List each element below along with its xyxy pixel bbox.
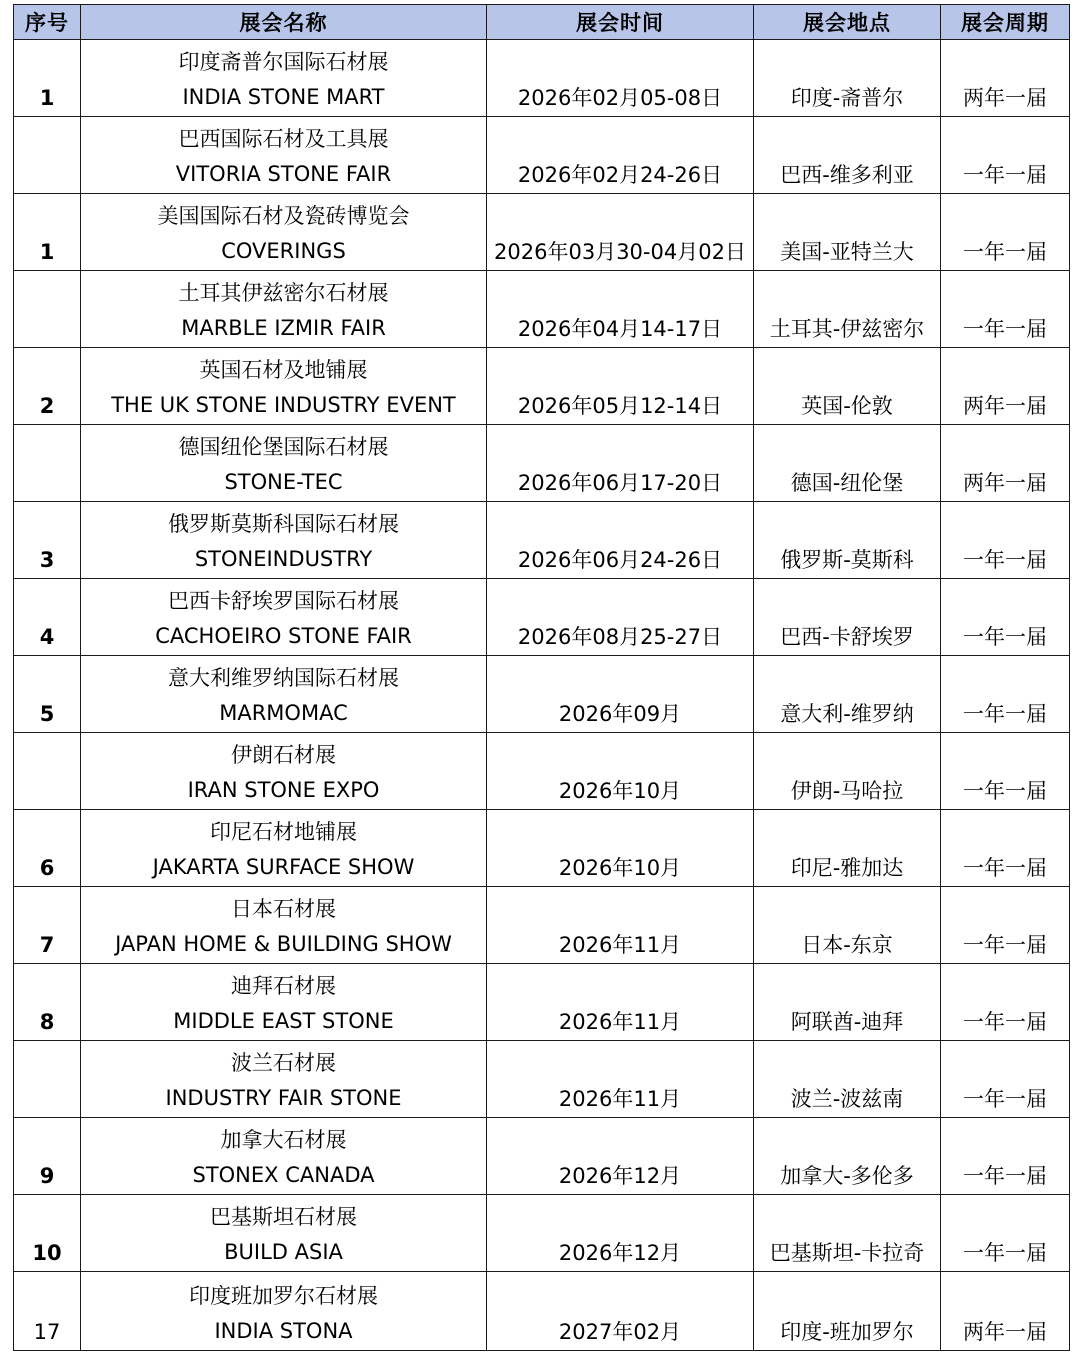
table-row bbox=[14, 348, 1070, 425]
fair-cycle-cell bbox=[941, 348, 1070, 425]
fair-place-cell bbox=[754, 40, 941, 117]
table-row bbox=[14, 964, 1070, 1041]
fair-name-english: STONEINDUSTRY bbox=[194, 547, 373, 571]
fair-place: 俄罗斯-莫斯科 bbox=[780, 548, 914, 572]
fair-date-cell bbox=[487, 579, 754, 656]
fair-name-chinese: 伊朗石材展 bbox=[231, 743, 336, 767]
fair-name-chinese: 印度斋普尔国际石材展 bbox=[178, 50, 389, 74]
fair-cycle-cell bbox=[941, 271, 1070, 348]
fair-name-chinese: 美国国际石材及瓷砖博览会 bbox=[157, 204, 410, 228]
fair-name-english: INDIA STONE MART bbox=[182, 85, 385, 109]
fair-date-cell bbox=[487, 656, 754, 733]
fair-place-cell bbox=[754, 579, 941, 656]
fair-date: 2026年06月24-26日 bbox=[517, 548, 723, 572]
fair-name-chinese: 意大利维罗纳国际石材展 bbox=[168, 666, 399, 690]
table-row bbox=[14, 194, 1070, 271]
fair-name-chinese: 德国纽伦堡国际石材展 bbox=[178, 435, 389, 459]
fair-place-cell bbox=[754, 1041, 941, 1118]
fair-place: 巴基斯坦-卡拉奇 bbox=[769, 1241, 925, 1265]
fair-name-cell bbox=[81, 579, 487, 656]
table-row bbox=[14, 733, 1070, 810]
fair-cycle-cell bbox=[941, 1195, 1070, 1272]
fair-place: 土耳其-伊兹密尔 bbox=[769, 317, 925, 341]
row-number-cell bbox=[14, 887, 81, 964]
fair-date-cell bbox=[487, 271, 754, 348]
row-number: 2 bbox=[39, 394, 55, 418]
fair-cycle-cell bbox=[941, 579, 1070, 656]
fair-place-cell bbox=[754, 964, 941, 1041]
fair-place-cell bbox=[754, 887, 941, 964]
fair-place: 印度-班加罗尔 bbox=[780, 1320, 914, 1344]
table-row bbox=[14, 1195, 1070, 1272]
fair-name-cell bbox=[81, 1195, 487, 1272]
fair-date-cell bbox=[487, 1118, 754, 1195]
fair-date: 2026年10月 bbox=[558, 856, 682, 880]
fair-date: 2026年12月 bbox=[558, 1241, 682, 1265]
row-number-cell bbox=[14, 1118, 81, 1195]
table-row bbox=[14, 810, 1070, 887]
fair-date-cell bbox=[487, 425, 754, 502]
row-number-cell bbox=[14, 425, 81, 502]
fair-place: 印尼-雅加达 bbox=[790, 856, 904, 880]
table-row bbox=[14, 656, 1070, 733]
fair-date: 2026年04月14-17日 bbox=[517, 317, 723, 341]
fair-place-cell bbox=[754, 810, 941, 887]
fair-date: 2026年05月12-14日 bbox=[517, 394, 723, 418]
fair-name-english: MARMOMAC bbox=[219, 701, 348, 725]
row-number-cell bbox=[14, 964, 81, 1041]
fair-name-english: CACHOEIRO STONE FAIR bbox=[155, 624, 412, 648]
fair-name-english: INDIA STONA bbox=[214, 1319, 353, 1343]
trade-fair-table bbox=[13, 4, 1070, 1351]
fair-date-cell bbox=[487, 117, 754, 194]
fair-place: 伊朗-马哈拉 bbox=[790, 779, 904, 803]
fair-name-chinese: 巴基斯坦石材展 bbox=[210, 1205, 357, 1229]
fair-cycle-cell bbox=[941, 656, 1070, 733]
fair-cycle-cell bbox=[941, 502, 1070, 579]
fair-date-cell bbox=[487, 964, 754, 1041]
fair-place: 印度-斋普尔 bbox=[790, 86, 904, 110]
fair-name-english: MARBLE IZMIR FAIR bbox=[181, 316, 386, 340]
fair-cycle: 一年一届 bbox=[963, 779, 1047, 803]
fair-name-cell bbox=[81, 117, 487, 194]
fair-date: 2026年02月05-08日 bbox=[517, 86, 723, 110]
fair-name-cell bbox=[81, 40, 487, 117]
fair-date: 2026年12月 bbox=[558, 1164, 682, 1188]
fair-date: 2026年03月30-04月02日 bbox=[494, 240, 746, 264]
row-number-cell bbox=[14, 271, 81, 348]
row-number-cell bbox=[14, 117, 81, 194]
fair-date-cell bbox=[487, 887, 754, 964]
fair-cycle: 一年一届 bbox=[963, 625, 1047, 649]
header-cycle: 展会周期 bbox=[941, 5, 1070, 40]
fair-place-cell bbox=[754, 117, 941, 194]
fair-cycle: 一年一届 bbox=[963, 163, 1047, 187]
fair-name-english: VITORIA STONE FAIR bbox=[175, 162, 392, 186]
fair-name-cell bbox=[81, 810, 487, 887]
table-header-row bbox=[14, 5, 1070, 40]
fair-cycle-cell bbox=[941, 887, 1070, 964]
table-row bbox=[14, 117, 1070, 194]
fair-cycle-cell bbox=[941, 117, 1070, 194]
fair-date-cell bbox=[487, 1041, 754, 1118]
row-number: 6 bbox=[39, 856, 55, 880]
row-number: 7 bbox=[39, 933, 55, 957]
row-number-cell bbox=[14, 348, 81, 425]
fair-name-cell bbox=[81, 194, 487, 271]
row-number-cell bbox=[14, 40, 81, 117]
fair-name-chinese: 日本石材展 bbox=[231, 897, 336, 921]
fair-name-chinese: 土耳其伊兹密尔石材展 bbox=[178, 281, 389, 305]
row-number-cell bbox=[14, 1272, 81, 1351]
fair-cycle-cell bbox=[941, 425, 1070, 502]
fair-name-english: BUILD ASIA bbox=[224, 1240, 343, 1264]
fair-name-english: COVERINGS bbox=[221, 239, 346, 263]
fair-name-english: JAPAN HOME & BUILDING SHOW bbox=[115, 932, 452, 956]
row-number-cell bbox=[14, 502, 81, 579]
fair-name-chinese: 迪拜石材展 bbox=[231, 974, 336, 998]
fair-place: 阿联酋-迪拜 bbox=[790, 1010, 904, 1034]
fair-name-chinese: 巴西国际石材及工具展 bbox=[178, 127, 389, 151]
fair-cycle: 一年一届 bbox=[963, 548, 1047, 572]
fair-place-cell bbox=[754, 348, 941, 425]
fair-name-english: STONE-TEC bbox=[224, 470, 343, 494]
fair-cycle-cell bbox=[941, 733, 1070, 810]
fair-date-cell bbox=[487, 1195, 754, 1272]
table-row bbox=[14, 1272, 1070, 1351]
fair-name-english: IRAN STONE EXPO bbox=[187, 778, 380, 802]
fair-name-chinese: 英国石材及地铺展 bbox=[199, 358, 368, 382]
fair-cycle-cell bbox=[941, 1041, 1070, 1118]
fair-name-cell bbox=[81, 425, 487, 502]
fair-cycle: 两年一届 bbox=[963, 394, 1047, 418]
table-row bbox=[14, 579, 1070, 656]
row-number: 5 bbox=[39, 702, 55, 726]
fair-date: 2027年02月 bbox=[558, 1320, 682, 1344]
fair-place: 加拿大-多伦多 bbox=[780, 1164, 914, 1188]
row-number-cell bbox=[14, 1195, 81, 1272]
fair-name-chinese: 波兰石材展 bbox=[231, 1051, 336, 1075]
fair-cycle-cell bbox=[941, 194, 1070, 271]
fair-date-cell bbox=[487, 1272, 754, 1351]
fair-name-cell bbox=[81, 271, 487, 348]
fair-date-cell bbox=[487, 502, 754, 579]
fair-name-english: THE UK STONE INDUSTRY EVENT bbox=[111, 393, 456, 417]
fair-name-cell bbox=[81, 733, 487, 810]
row-number-cell bbox=[14, 810, 81, 887]
fair-name-cell bbox=[81, 1118, 487, 1195]
fair-date: 2026年10月 bbox=[558, 779, 682, 803]
row-number: 9 bbox=[39, 1164, 55, 1188]
fair-cycle: 一年一届 bbox=[963, 856, 1047, 880]
fair-name-chinese: 印尼石材地铺展 bbox=[210, 820, 357, 844]
fair-cycle: 两年一届 bbox=[963, 1320, 1047, 1344]
fair-date-cell bbox=[487, 348, 754, 425]
table-row bbox=[14, 887, 1070, 964]
fair-date-cell bbox=[487, 810, 754, 887]
fair-cycle: 一年一届 bbox=[963, 317, 1047, 341]
fair-cycle: 一年一届 bbox=[963, 1164, 1047, 1188]
fair-cycle-cell bbox=[941, 40, 1070, 117]
header-no: 序号 bbox=[14, 5, 81, 40]
fair-date: 2026年08月25-27日 bbox=[517, 625, 723, 649]
table-row bbox=[14, 40, 1070, 117]
fair-name-english: MIDDLE EAST STONE bbox=[173, 1009, 394, 1033]
fair-place-cell bbox=[754, 1195, 941, 1272]
row-number-cell bbox=[14, 579, 81, 656]
fair-date: 2026年11月 bbox=[558, 1087, 682, 1111]
fair-cycle: 一年一届 bbox=[963, 240, 1047, 264]
fair-name-cell bbox=[81, 1272, 487, 1351]
fair-place-cell bbox=[754, 733, 941, 810]
row-number: 1 bbox=[39, 86, 55, 110]
fair-name-chinese: 巴西卡舒埃罗国际石材展 bbox=[168, 589, 399, 613]
fair-cycle: 两年一届 bbox=[963, 471, 1047, 495]
row-number-cell bbox=[14, 733, 81, 810]
fair-cycle-cell bbox=[941, 964, 1070, 1041]
fair-name-english: STONEX CANADA bbox=[192, 1163, 375, 1187]
fair-place-cell bbox=[754, 425, 941, 502]
header-date: 展会时间 bbox=[487, 5, 754, 40]
row-number-cell bbox=[14, 1041, 81, 1118]
fair-date-cell bbox=[487, 733, 754, 810]
fair-place: 美国-亚特兰大 bbox=[780, 240, 914, 264]
row-number-cell bbox=[14, 656, 81, 733]
fair-cycle: 一年一届 bbox=[963, 702, 1047, 726]
fair-place: 意大利-维罗纳 bbox=[780, 702, 914, 726]
fair-place-cell bbox=[754, 1118, 941, 1195]
fair-place: 巴西-卡舒埃罗 bbox=[780, 625, 914, 649]
table-row bbox=[14, 271, 1070, 348]
row-number: 3 bbox=[39, 548, 55, 572]
fair-name-english: JAKARTA SURFACE SHOW bbox=[152, 855, 415, 879]
fair-cycle-cell bbox=[941, 1272, 1070, 1351]
fair-date: 2026年11月 bbox=[558, 933, 682, 957]
fair-place-cell bbox=[754, 1272, 941, 1351]
row-number: 8 bbox=[39, 1010, 55, 1034]
table-row bbox=[14, 1118, 1070, 1195]
fair-date-cell bbox=[487, 40, 754, 117]
fair-date-cell bbox=[487, 194, 754, 271]
fair-place: 德国-纽伦堡 bbox=[790, 471, 904, 495]
fair-cycle-cell bbox=[941, 1118, 1070, 1195]
fair-name-english: INDUSTRY FAIR STONE bbox=[165, 1086, 402, 1110]
fair-name-cell bbox=[81, 887, 487, 964]
fair-name-cell bbox=[81, 502, 487, 579]
fair-name-cell bbox=[81, 656, 487, 733]
fair-place-cell bbox=[754, 271, 941, 348]
row-number: 17 bbox=[33, 1320, 61, 1344]
fair-place: 英国-伦敦 bbox=[801, 394, 893, 418]
fair-cycle: 一年一届 bbox=[963, 1241, 1047, 1265]
row-number: 4 bbox=[39, 625, 55, 649]
fair-date: 2026年11月 bbox=[558, 1010, 682, 1034]
header-name: 展会名称 bbox=[81, 5, 487, 40]
fair-name-chinese: 俄罗斯莫斯科国际石材展 bbox=[168, 512, 399, 536]
table-row bbox=[14, 1041, 1070, 1118]
fair-cycle: 一年一届 bbox=[963, 1010, 1047, 1034]
fair-name-cell bbox=[81, 348, 487, 425]
fair-name-cell bbox=[81, 1041, 487, 1118]
fair-date: 2026年02月24-26日 bbox=[517, 163, 723, 187]
fair-place: 巴西-维多利亚 bbox=[780, 163, 914, 187]
table-row bbox=[14, 502, 1070, 579]
fair-place-cell bbox=[754, 502, 941, 579]
fair-name-cell bbox=[81, 964, 487, 1041]
fair-name-chinese: 加拿大石材展 bbox=[220, 1128, 347, 1152]
row-number-cell bbox=[14, 194, 81, 271]
fair-cycle-cell bbox=[941, 810, 1070, 887]
table-row bbox=[14, 425, 1070, 502]
row-number: 1 bbox=[39, 240, 55, 264]
fair-cycle: 两年一届 bbox=[963, 86, 1047, 110]
fair-cycle: 一年一届 bbox=[963, 1087, 1047, 1111]
fair-cycle: 一年一届 bbox=[963, 933, 1047, 957]
fair-place: 波兰-波兹南 bbox=[790, 1087, 904, 1111]
fair-place-cell bbox=[754, 656, 941, 733]
fair-place: 日本-东京 bbox=[801, 933, 893, 957]
row-number: 10 bbox=[32, 1241, 62, 1265]
fair-date: 2026年06月17-20日 bbox=[517, 471, 723, 495]
fair-place-cell bbox=[754, 194, 941, 271]
fair-name-chinese: 印度班加罗尔石材展 bbox=[189, 1284, 378, 1308]
header-place: 展会地点 bbox=[754, 5, 941, 40]
fair-date: 2026年09月 bbox=[558, 702, 682, 726]
